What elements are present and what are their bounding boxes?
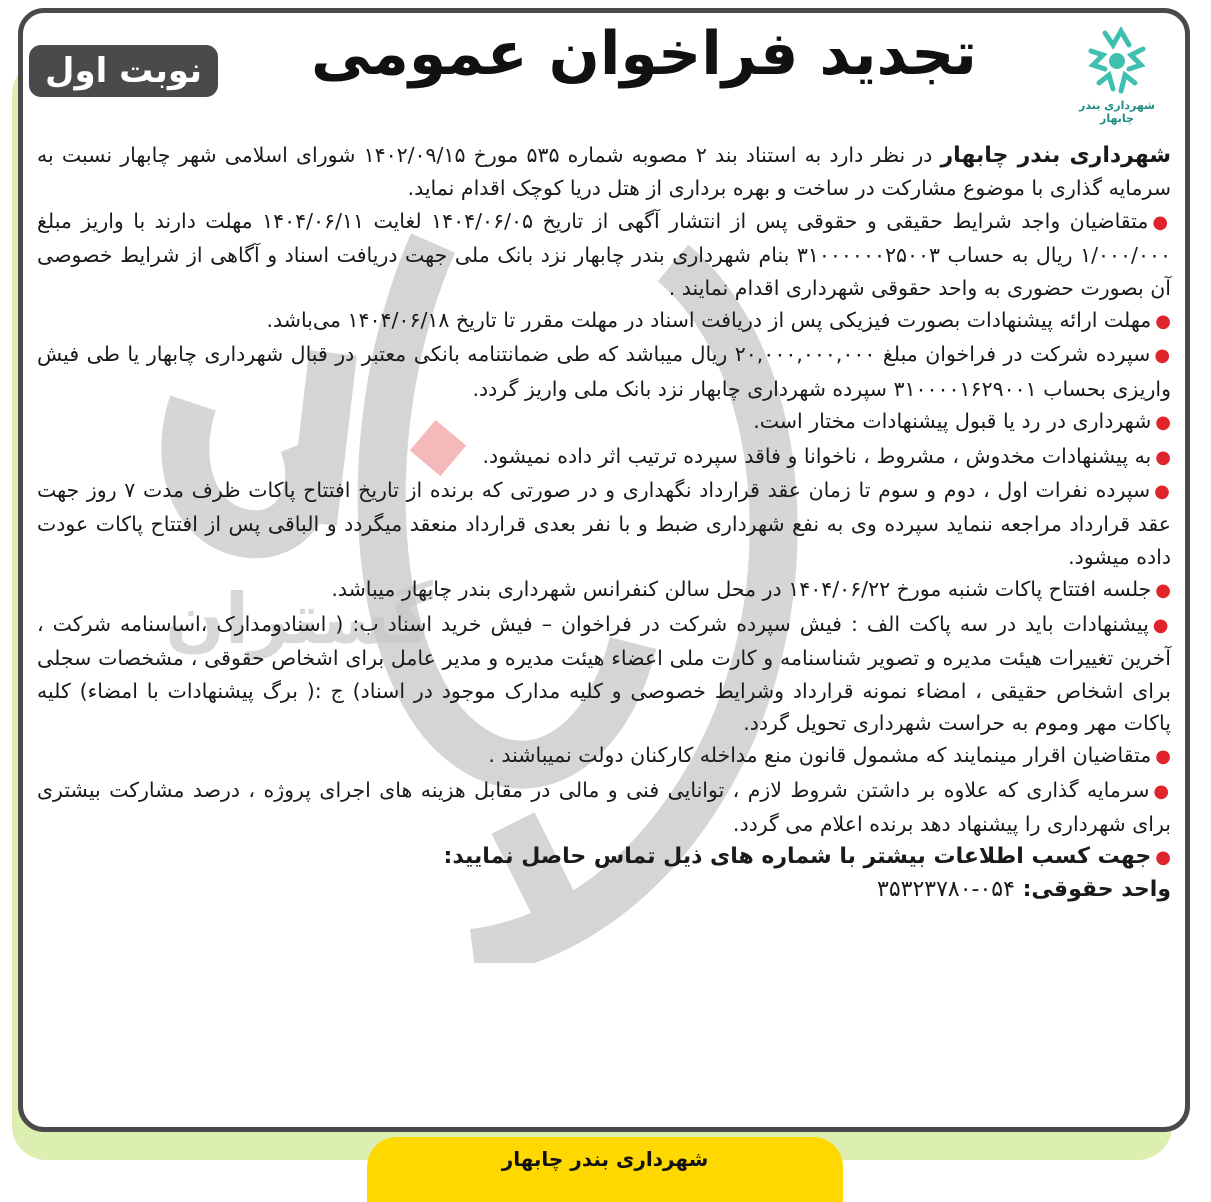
star-flower-logo-icon — [1085, 25, 1149, 97]
bullet-icon: ● — [1155, 446, 1171, 468]
round-badge: نوبت اول — [29, 45, 218, 97]
list-item — [37, 739, 1171, 773]
footer-label: شهرداری بندر چابهار — [501, 1147, 709, 1171]
list-item-text: شهرداری در رد یا قبول پیشنهادات مختار است. — [753, 409, 1152, 434]
contact-line — [37, 874, 1171, 906]
list-item — [37, 440, 1171, 474]
bullet-icon: ● — [1154, 481, 1172, 503]
contact-heading — [37, 841, 1171, 874]
municipality-logo — [1067, 25, 1167, 125]
svg-text:گستران: گستران — [165, 578, 433, 660]
intro-text: در نظر دارد به استناد بند ۲ مصوبه شماره ۵۳۵ مورخ ۱۴۰۲/۰۹/۱۵ شورای اسلامی شهر چابهار نسبت به سرمایه گذاری با موضوع مشارکت در ساخت و بهره برداری از هتل دریا کوچک اقدام نماید. — [37, 143, 1171, 201]
list-item — [37, 774, 1171, 841]
list-item-text: متقاضیان واجد شرایط حقیقی و حقوقی پس از انتشار آگهی از تاریخ ۱۴۰۴/۰۶/۰۵ لغایت ۱۴۰۴/۰۶/۱۱ مهلت دارند با واریز مبلغ ۱/۰۰۰/۰۰۰ ریال به حساب ۳۱۰۰۰۰۰۰۲۵۰۰۳ بنام شهرداری بندر چابهار نزد بانک ملی جهت دریافت اسناد و آگاهی از شرایط خصوصی آن بصورت حضوری به واحد حقوقی شهرداری اقدام نمایند . — [37, 208, 1171, 300]
list-item — [37, 474, 1171, 573]
list-item-text: مهلت ارائه پیشنهادات بصورت فیزیکی پس از دریافت اسناد در مهلت مقرر تا تاریخ ۱۴۰۴/۰۶/۱۸ می‌باشد. — [266, 308, 1152, 333]
list-item — [37, 205, 1171, 304]
list-item-text: سرمایه گذاری که علاوه بر داشتن شروط لازم ، توانایی فنی و مالی در مقابل هزینه های اجرای پروژه ، درصد مشارکت بیشتری برای شهرداری را پیشنهاد دهد برنده اعلام می گردد. — [37, 777, 1171, 837]
bullet-icon: ● — [1155, 846, 1171, 868]
list-item-text: متقاضیان اقرار مینمایند که مشمول قانون منع مداخله کارکنان دولت نمیباشند . — [488, 743, 1152, 768]
list-item — [37, 304, 1171, 338]
list-item-text: جلسه افتتاح پاکات شنبه مورخ ۱۴۰۴/۰۶/۲۲ در محل سالن کنفرانس شهرداری بندر چابهار میباشد. — [331, 577, 1152, 602]
footer-tab — [367, 1137, 843, 1202]
bullet-icon: ● — [1153, 780, 1171, 802]
bullet-icon: ● — [1152, 211, 1171, 233]
contact-heading-text: جهت کسب اطلاعات بیشتر با شماره های ذیل تماس حاصل نمایید: — [443, 843, 1152, 869]
list-item-text: سپرده شرکت در فراخوان مبلغ ۲۰,۰۰۰,۰۰۰,۰۰۰ ریال میباشد که طی ضمانتنامه بانکی معتبر در قبال شهرداری چابهار یا طی فیش واریزی بحساب ۳۱۰۰۰۰۱۶۲۹۰۰۱ سپرده شهرداری چابهار نزد بانک ملی واریز گردد. — [37, 342, 1171, 401]
contact-label: واحد حقوقی: — [1022, 876, 1171, 902]
list-item-text: به پیشنهادات مخدوش ، مشروط ، ناخوانا و فاقد سپرده ترتیب اثر داده نمیشود. — [482, 443, 1152, 468]
list-item — [37, 338, 1171, 405]
bullet-icon: ● — [1155, 412, 1171, 434]
bullet-icon: ● — [1155, 311, 1171, 333]
bullet-icon: ● — [1155, 580, 1171, 602]
intro-paragraph — [37, 139, 1171, 205]
bullet-icon: ● — [1155, 746, 1171, 768]
announcement-frame — [18, 8, 1190, 1132]
list-item — [37, 608, 1171, 740]
list-item-text: سپرده نفرات اول ، دوم و سوم تا زمان عقد قرارداد نگهداری و در صورتی که برنده از تاریخ افتتاح پاکات ظرف مدت ۷ روز جهت عقد قرارداد مراجعه ننماید سپرده وی به نفع شهرداری ضبط و با نفر بعدی قرارداد منعقد میگردد و الباقی پس از افتتاح پاکات عودت داده میشود. — [37, 478, 1171, 569]
bullet-icon: ● — [1154, 345, 1171, 367]
list-item — [37, 573, 1171, 607]
intro-lead: شهرداری بندر چابهار — [940, 143, 1172, 168]
logo-caption: شهرداری بندر چابهار — [1079, 99, 1155, 125]
page-title: تجدید فراخوان عمومی — [311, 19, 977, 89]
announcement-body — [37, 139, 1171, 906]
bullet-icon: ● — [1152, 614, 1171, 636]
contact-phone: ۰۵۴-۳۵۳۲۳۷۸۰ — [877, 876, 1015, 902]
list-item — [37, 405, 1171, 439]
list-item-text: پیشنهادات باید در سه پاکت الف : فیش سپرده شرکت در فراخوان – فیش خرید اسناد ب: ( اسنادومدارک ،اساسنامه شرکت ، آخرین تغییرات هیئت مدیره و تصویر شناسنامه و کارت ملی اعضاء هیئت مدیره و مدیر عامل برای اشخاص حقوقی ، مشخصات سجلی برای اشخاص حقیقی ، امضاء نمونه قرارداد وشرایط خصوصی و کلیه مدارک موجود در اسناد) ج :( برگ پیشنهادات با امضاء) کلیه پاکات مهر وموم به حراست شهرداری تحویل گردد. — [37, 611, 1171, 735]
